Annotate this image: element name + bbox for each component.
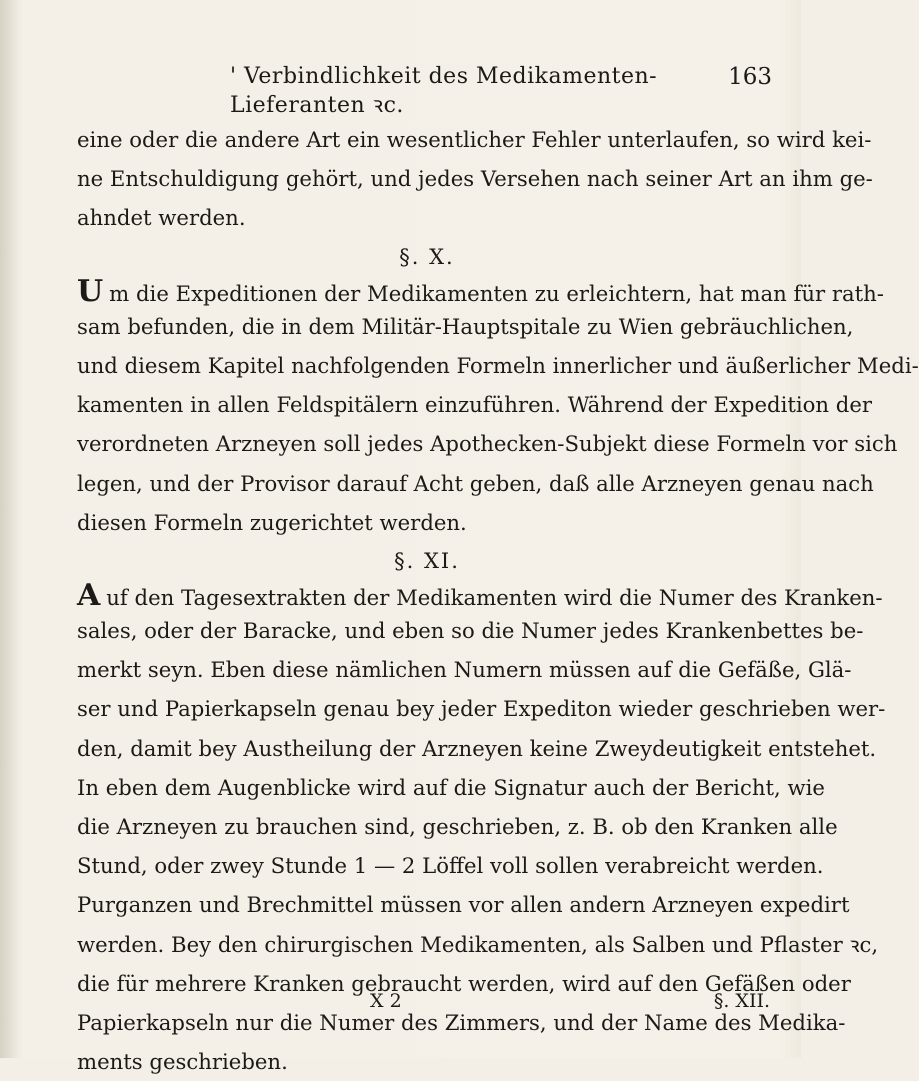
text-line: diesen Formeln zugerichtet werden.: [77, 509, 467, 535]
text-line: und diesem Kapitel nachfolgenden Formeln innerlicher und äußerlicher Medi-: [77, 352, 919, 378]
text-line: kamenten in allen Feldspitälern einzuführen. Während der Expedition der: [77, 392, 873, 418]
catchword: §. XII.: [713, 990, 770, 1012]
section-heading-x: §. X.: [399, 244, 455, 269]
text-line: eine oder die andere Art ein wesentlicher Fehler unterlaufen, so wird kei-: [77, 127, 872, 152]
body-text: [77, 120, 919, 1081]
section-xi-first-line: [77, 578, 883, 614]
text-line: ne Entschuldigung gehört, und jedes Versehen nach seiner Art an ihm ge-: [77, 166, 873, 192]
text-line: ahndet werden.: [77, 205, 246, 231]
text-line: Stund, oder zwey Stunde 1 — 2 Löffel voll sollen verabreicht werden.: [77, 853, 824, 879]
text-line: legen, und der Provisor darauf Acht geben, daß alle Arzneyen genau nach: [77, 470, 874, 496]
page-number: 163: [728, 64, 772, 90]
running-title: ' Verbindlichkeit des Medikamenten-Lieferanten ꝛc.: [230, 64, 658, 118]
signature-mark: X 2: [370, 990, 402, 1012]
text-line: die Arzneyen zu brauchen sind, geschrieben, z. B. ob den Kranken alle: [77, 814, 838, 839]
gutter-shadow: [0, 0, 24, 1058]
section-x-first-line: [77, 273, 884, 309]
text-line: m die Expeditionen der Medikamenten zu erleichtern, hat man für rath-: [109, 280, 884, 306]
text-line: ments geschrieben.: [77, 1049, 288, 1075]
text-line: sam befunden, die in dem Militär-Hauptspitale zu Wien gebräuchlichen,: [77, 313, 854, 339]
initial-letter: A: [77, 578, 101, 614]
text-line: sales, oder der Baracke, und eben so die Numer jedes Krankenbettes be-: [77, 618, 864, 644]
text-line: Purganzen und Brechmittel müssen vor allen andern Arzneyen expedirt: [77, 892, 850, 918]
text-line: Papierkapseln nur die Numer des Zimmers, und der Name des Medika-: [77, 1009, 846, 1035]
text-line: die für mehrere Kranken gebraucht werden, wird auf den Gefäßen oder: [77, 970, 851, 996]
text-line: verordneten Arzneyen soll jedes Apothecken-Subjekt diese Formeln vor sich: [77, 431, 898, 457]
text-line: werden. Bey den chirurgischen Medikamenten, als Salben und Pflaster ꝛc,: [77, 931, 879, 957]
text-line: uf den Tagesextrakten der Medikamenten wird die Numer des Kranken-: [106, 585, 883, 611]
text-line: den, damit bey Austheilung der Arzneyen keine Zweydeutigkeit entstehet.: [77, 735, 877, 761]
initial-letter: U: [77, 273, 104, 309]
section-heading-xi: §. XI.: [394, 548, 460, 573]
page-footer: [370, 990, 770, 1022]
page-header: [230, 56, 780, 118]
text-line: In eben dem Augenblicke wird auf die Signatur auch der Bericht, wie: [77, 774, 825, 800]
text-line: merkt seyn. Eben diese nämlichen Numern müssen auf die Gefäße, Glä-: [77, 657, 852, 683]
text-line: ser und Papierkapseln genau bey jeder Expediton wieder geschrieben wer-: [77, 696, 886, 722]
